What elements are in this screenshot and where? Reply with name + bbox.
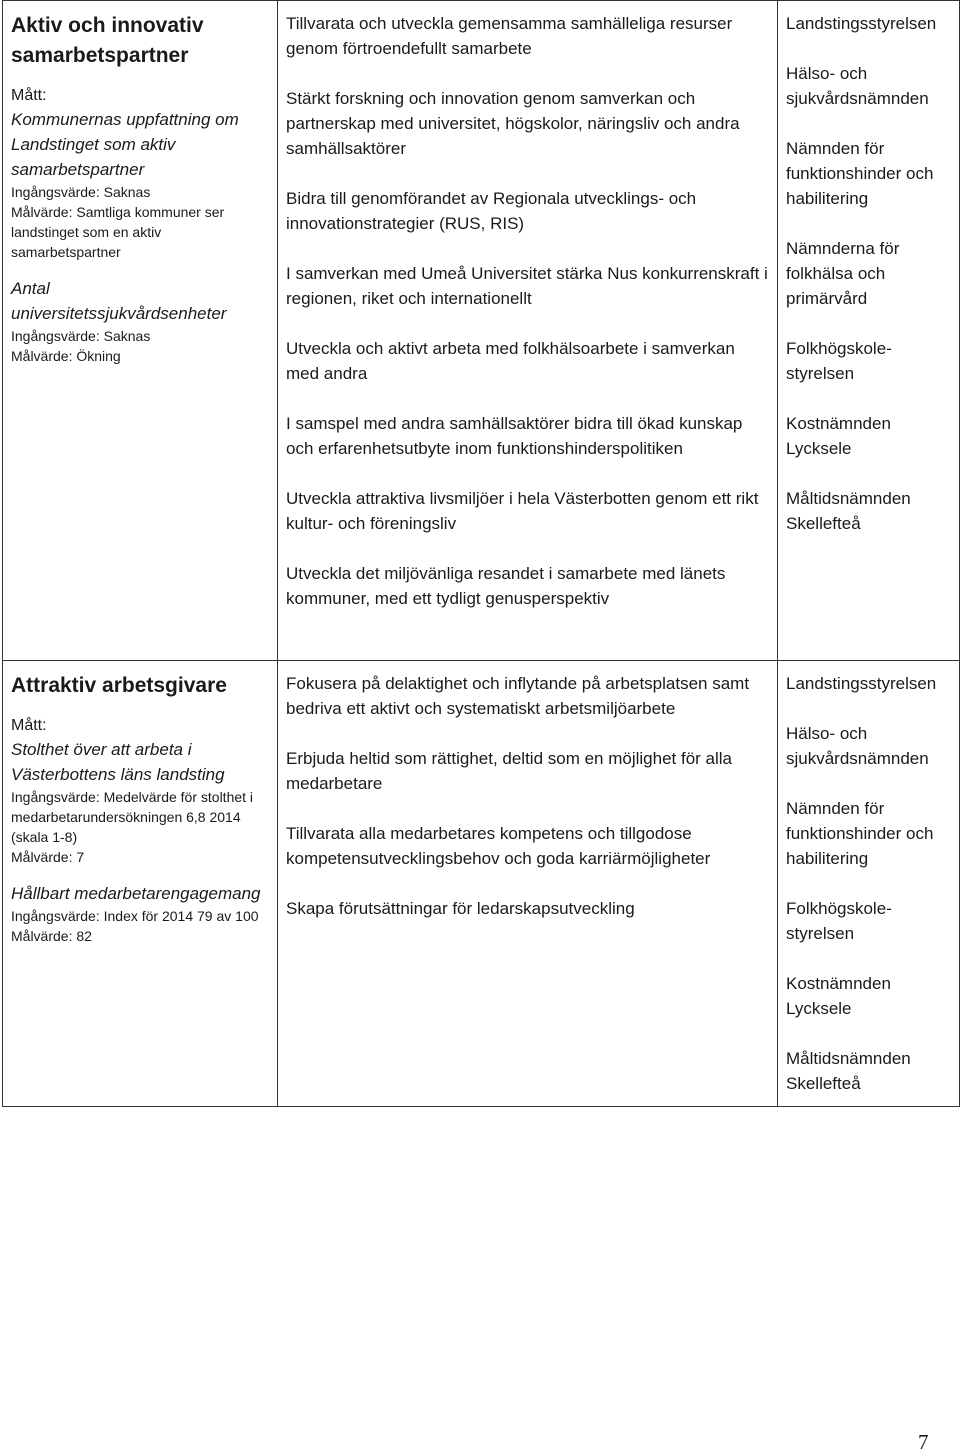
list-item: Utveckla och aktivt arbeta med folkhälsoarbete i samverkan med andra (286, 339, 735, 383)
measure-value: Ingångsvärde: Index för 2014 79 av 100 (11, 908, 259, 924)
list-item: Tillvarata alla medarbetares kompetens och tillgodose kompetensutvecklingsbehov och goda karriärmöjligheter (286, 824, 711, 868)
activities-cell (278, 661, 778, 1107)
responsible-item: Folkhögskole-styrelsen (786, 339, 892, 383)
measure-value: Målvärde: 82 (11, 928, 92, 944)
responsible-item: Kostnämnden Lycksele (786, 974, 891, 1018)
goal-title: Attraktiv arbetsgivare (11, 674, 227, 697)
list-item: Bidra till genomförandet av Regionala utvecklings- och innovationstrategier (RUS, RIS) (286, 189, 697, 233)
responsible-item: Måltidsnämnden Skellefteå (786, 1049, 911, 1093)
responsible-item: Nämnden för funktionshinder och habilitering (786, 799, 934, 868)
responsible-cell (778, 661, 960, 1107)
measure-value: Ingångsvärde: Saknas (11, 328, 151, 344)
goal-cell (3, 1, 278, 661)
measure-value: Målvärde: Ökning (11, 348, 121, 364)
list-item: Fokusera på delaktighet och inflytande på arbetsplatsen samt bedriva ett aktivt och systematiskt arbetsmiljöarbete (286, 674, 750, 718)
measure-value: Målvärde: Samtliga kommuner ser landstinget som en aktiv samarbetspartner (11, 204, 225, 260)
page-number: 7 (918, 1430, 929, 1454)
goal-title: Aktiv och innovativ samarbetspartner (11, 14, 204, 67)
responsible-item: Folkhögskole-styrelsen (786, 899, 892, 943)
responsible-item: Nämnden för funktionshinder och habilitering (786, 139, 934, 208)
responsible-item: Nämnderna för folkhälsa och primärvård (786, 239, 900, 308)
measure-label: Mått: (11, 87, 47, 104)
responsible-item: Landstingsstyrelsen (786, 14, 937, 33)
list-item: Erbjuda heltid som rättighet, deltid som en möjlighet för alla medarbetare (286, 749, 733, 793)
measure-name: Kommunernas uppfattning om Landstinget som aktiv samarbetspartner (11, 110, 239, 179)
responsible-item: Hälso- och sjukvårdsnämnden (786, 64, 929, 108)
measure-value: Målvärde: 7 (11, 849, 85, 865)
responsible-item: Landstingsstyrelsen (786, 674, 937, 693)
measure-name: Stolthet över att arbeta i Västerbottens läns landsting (11, 740, 225, 784)
measure-value: Ingångsvärde: Medelvärde för stolthet i medarbetarundersökningen 6,8 2014 (skala 1-8) (11, 789, 254, 845)
list-item: Utveckla det miljövänliga resandet i samarbete med länets kommuner, med ett tydligt genusperspektiv (286, 564, 726, 608)
responsible-item: Måltidsnämnden Skellefteå (786, 489, 911, 533)
responsible-cell (778, 1, 960, 661)
responsible-item: Hälso- och sjukvårdsnämnden (786, 724, 929, 768)
table-row (3, 1, 960, 661)
list-item: Tillvarata och utveckla gemensamma samhälleliga resurser genom förtroendefullt samarbete (286, 14, 733, 58)
measure-label: Mått: (11, 717, 47, 734)
list-item: Stärkt forskning och innovation genom samverkan och partnerskap med universitet, högskolor, näringsliv och andra samhällsaktörer (286, 89, 740, 158)
goal-cell (3, 661, 278, 1107)
list-item: I samverkan med Umeå Universitet stärka Nus konkurrenskraft i regionen, riket och internationellt (286, 264, 768, 308)
list-item: Skapa förutsättningar för ledarskapsutveckling (286, 899, 635, 918)
activities-cell (278, 1, 778, 661)
list-item: I samspel med andra samhällsaktörer bidra till ökad kunskap och erfarenhetsutbyte inom funktionshinderspolitiken (286, 414, 743, 458)
measure-name: Antal universitetssjukvårdsenheter (11, 279, 227, 323)
list-item: Utveckla attraktiva livsmiljöer i hela Västerbotten genom ett rikt kultur- och föreningsliv (286, 489, 759, 533)
measure-value: Ingångsvärde: Saknas (11, 184, 151, 200)
goal-table (2, 0, 960, 1107)
measure-name: Hållbart medarbetarengagemang (11, 884, 261, 903)
table-row (3, 661, 960, 1107)
responsible-item: Kostnämnden Lycksele (786, 414, 891, 458)
